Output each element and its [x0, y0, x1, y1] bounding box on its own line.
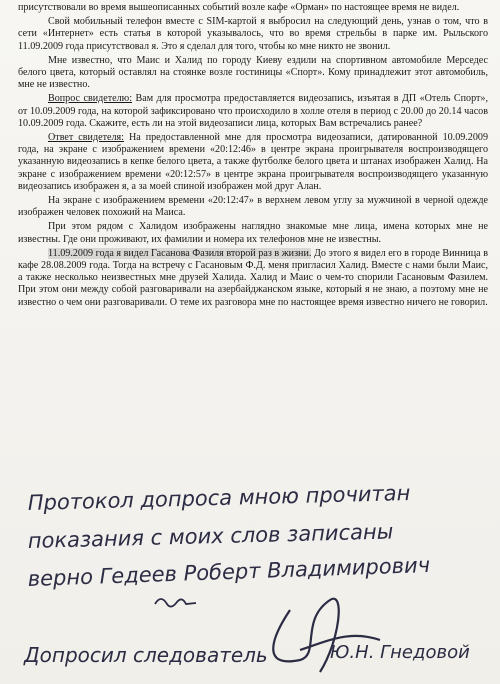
paragraph-2-text: Свой мобильный телефон вместе с SIM-картой я выбросил на следующий день, узнав о том, что в сети «Интернет» есть статья в которой указывалось, что во время стрельбы в парке им. Рыльского 11.09.2009 года присутствовал я. Это я сделал для того, чтобы ко мне никто не звонил. — [18, 16, 488, 52]
handwritten-line-2: показания с моих слов записаны — [27, 519, 394, 553]
handwritten-line-1: Протокол допроса мною прочитан — [27, 480, 411, 515]
paragraph-8-text: До этого я видел его в городе Винница в кафе 28.08.2009 года. Тогда на встречу с Гасановым Ф.Д. меня пригласил Халид. Вместе с нами были Маис, а также несколько неизвестных мне друзей Халида. Халид и Маис о чем-то спорили Гасановым Фазилем. При этом они между собой разговаривали на азербайджанском языке, который я не знаю, а поэтому мне не известно о чем они разговаривали. О теме их разговора мне по настоящее время известно ничего не говорил. — [18, 247, 488, 308]
paragraph-1-text: присутствовали во время вышеописанных событий возле кафе «Орман» по настоящее время не видел. — [18, 2, 460, 13]
paragraph-3-text: Мне известно, что Маис и Халид по городу Киеву ездили на спортивном автомобиле Мерседес белого цвета, который оставлял на стоянке возле гостиницы «Спорт». Кому принадлежит этот автомобиль, мне не известно. — [18, 54, 488, 91]
small-signature-mark — [155, 599, 196, 607]
handwritten-signature-name: Ю.Н. Гнедовой — [330, 642, 470, 663]
handwritten-line-3: верно Гедеев Роберт Владимирович — [27, 552, 431, 591]
paragraph-4-text: Вам для просмотра предоставляется видеозапись, изъятая в ДП «Отель Спорт», от 10.09.2009 года, на которой зафиксировано что происходило в холле отеля в период с 20.00 до 20.14 часов 10.09.2009 года. Скажите, есть ли на этой видеозаписи лица, которых Вам встречались ранее? — [18, 93, 488, 129]
paragraph-7-text: При этом рядом с Халидом изображены наглядно знакомые мне лица, имена которых мне не известны. Где они проживают, их фамилии и номера их телефонов мне не известны. — [18, 221, 488, 245]
paragraph-6-text: На экране с изображением времени «20:12:47» в верхнем левом углу за мужчиной в черной одежде изображен человек похожий на Маиса. — [18, 195, 488, 219]
question-label: Вопрос свидетелю: — [48, 93, 133, 105]
paragraph-5-text: На предоставленной мне для просмотра видеозаписи, датированной 10.09.2009 года, на экране с изображением времени «20:12:46» в центре экрана проигрывателя воспроизводящего указанную видеозапись в кепке белого цвета, а также футболке белого цвета и штанах изображен Халид. На экране с изображением времени «20:12:57» в центре экрана проигрывателя воспроизводящего указанную видеозапись изображен я, а за моей спиной изображен мой друг Алан. — [18, 132, 488, 192]
highlighted-sentence: 11.09.2009 года я видел Гасанова Фазиля второй раз в жизни. — [48, 247, 312, 259]
answer-label: Ответ свидетеля: — [48, 132, 124, 144]
handwritten-line-4: Допросил следователь — [24, 643, 268, 667]
